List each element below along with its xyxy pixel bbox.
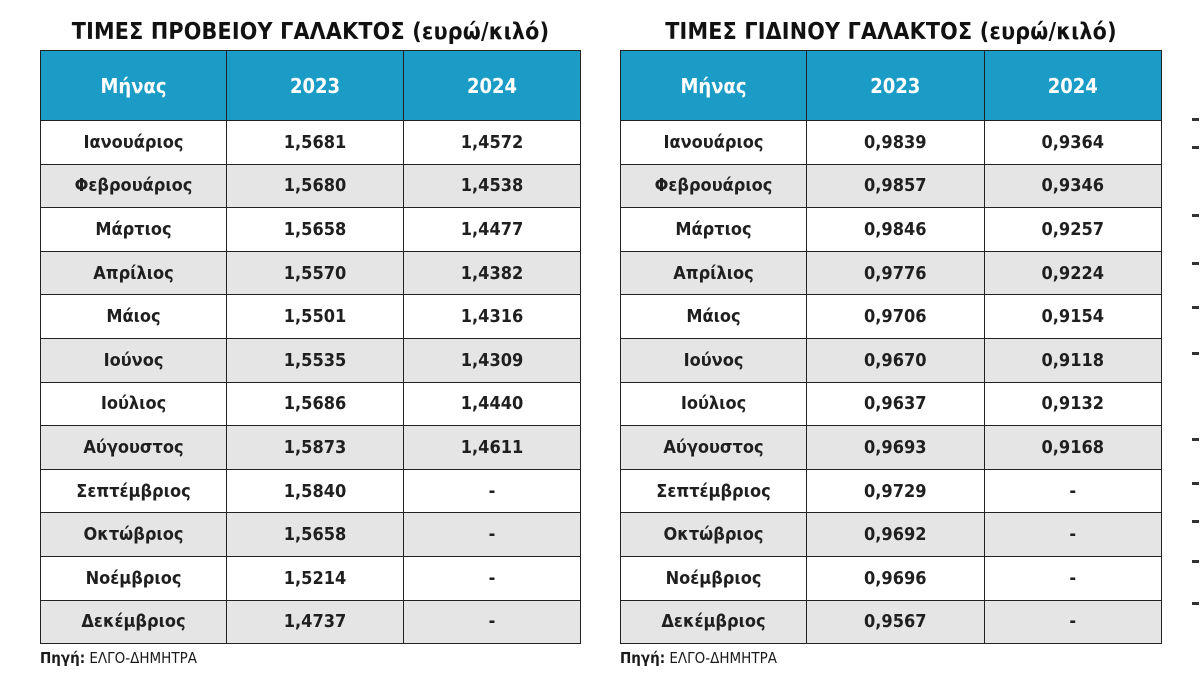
cell-2024: 1,4309: [404, 338, 581, 382]
source-note: [40, 648, 581, 668]
cell-2023: 1,5570: [227, 251, 404, 295]
cell-2023: 0,9729: [807, 469, 985, 513]
goat-milk-prices-block: [620, 0, 1162, 668]
cell-month: Νοέμβριος: [41, 556, 227, 600]
cell-month: Οκτώβριος: [621, 513, 807, 557]
cell-month: Φεβρουάριος: [41, 164, 227, 208]
cell-month: Ιανουάριος: [41, 121, 227, 165]
table-row: [621, 208, 1162, 252]
cell-2024: 0,9132: [984, 382, 1162, 426]
table-row: [41, 556, 581, 600]
cell-2024: 0,9257: [984, 208, 1162, 252]
cell-2024: 0,9364: [984, 121, 1162, 165]
table-row: [41, 251, 581, 295]
cell-month: Ιούνος: [621, 338, 807, 382]
cell-2023: 1,5535: [227, 338, 404, 382]
cell-month: Ιούνος: [41, 338, 227, 382]
table-row: [41, 121, 581, 165]
cell-2024: 1,4477: [404, 208, 581, 252]
cell-2023: 0,9846: [807, 208, 985, 252]
sheep-milk-table-title: ΤΙΜΕΣ ΠΡΟΒΕΙΟΥ ΓΑΛΑΚΤΟΣ (ευρώ/κιλό): [71, 19, 550, 45]
cell-month: Φεβρουάριος: [621, 164, 807, 208]
cell-2023: 1,4737: [227, 600, 404, 644]
sheep-milk-prices-table: [40, 50, 581, 644]
cell-month: Σεπτέμβριος: [621, 469, 807, 513]
cell-month: Σεπτέμβριος: [41, 469, 227, 513]
cell-2024: -: [404, 600, 581, 644]
cell-2023: 0,9776: [807, 251, 985, 295]
cell-2023: 1,5501: [227, 295, 404, 339]
cell-month: Δεκέμβριος: [621, 600, 807, 644]
source-value: ΕΛΓΟ-ΔΗΜΗΤΡΑ: [85, 649, 197, 668]
source-note: [620, 648, 1162, 668]
cell-2024: 1,4382: [404, 251, 581, 295]
cell-month: Μάρτιος: [621, 208, 807, 252]
table-row: [621, 338, 1162, 382]
cell-2023: 1,5214: [227, 556, 404, 600]
cell-month: Απρίλιος: [41, 251, 227, 295]
header-2024: 2024: [984, 51, 1162, 121]
source-label: Πηγή:: [620, 649, 666, 668]
cell-2023: 0,9692: [807, 513, 985, 557]
cell-2024: -: [404, 556, 581, 600]
cell-2023: 0,9637: [807, 382, 985, 426]
header-2023: 2023: [227, 51, 404, 121]
cell-2023: 0,9567: [807, 600, 985, 644]
table-row: [621, 600, 1162, 644]
table-row: [41, 164, 581, 208]
cell-2024: 1,4611: [404, 426, 581, 470]
sheep-milk-table-body: [41, 121, 581, 644]
cell-2023: 1,5686: [227, 382, 404, 426]
table-header-row: [41, 51, 581, 121]
cell-2024: 1,4316: [404, 295, 581, 339]
header-month: Μήνας: [41, 51, 227, 121]
cell-month: Μάιος: [621, 295, 807, 339]
table-row: [41, 513, 581, 557]
table-row: [41, 382, 581, 426]
cell-month: Αύγουστος: [41, 426, 227, 470]
cell-2024: -: [984, 600, 1162, 644]
cell-2024: 0,9118: [984, 338, 1162, 382]
cell-2023: 0,9670: [807, 338, 985, 382]
table-row: [41, 469, 581, 513]
cell-month: Ιούλιος: [41, 382, 227, 426]
cell-2024: 0,9154: [984, 295, 1162, 339]
cell-2024: 1,4538: [404, 164, 581, 208]
table-row: [621, 295, 1162, 339]
cell-2023: 1,5873: [227, 426, 404, 470]
cell-2024: 0,9168: [984, 426, 1162, 470]
cell-month: Αύγουστος: [621, 426, 807, 470]
cell-2024: -: [404, 513, 581, 557]
header-month: Μήνας: [621, 51, 807, 121]
cell-month: Απρίλιος: [621, 251, 807, 295]
table-row: [621, 513, 1162, 557]
table-row: [41, 208, 581, 252]
cell-2023: 0,9696: [807, 556, 985, 600]
source-label: Πηγή:: [40, 649, 86, 668]
table-row: [621, 469, 1162, 513]
table-row: [41, 338, 581, 382]
header-2024: 2024: [404, 51, 581, 121]
table-row: [621, 556, 1162, 600]
clipped-edge-fragments: [1192, 0, 1200, 687]
cell-2023: 1,5680: [227, 164, 404, 208]
cell-2024: -: [984, 556, 1162, 600]
table-row: [621, 251, 1162, 295]
cell-2024: -: [984, 513, 1162, 557]
table-header-row: [621, 51, 1162, 121]
cell-2023: 1,5658: [227, 513, 404, 557]
cell-month: Μάρτιος: [41, 208, 227, 252]
table-row: [621, 426, 1162, 470]
goat-milk-table-title: ΤΙΜΕΣ ΓΙΔΙΝΟΥ ΓΑΛΑΚΤΟΣ (ευρώ/κιλό): [665, 19, 1117, 45]
cell-month: Δεκέμβριος: [41, 600, 227, 644]
cell-month: Ιούλιος: [621, 382, 807, 426]
cell-month: Μάιος: [41, 295, 227, 339]
cell-2023: 0,9693: [807, 426, 985, 470]
cell-2024: -: [984, 469, 1162, 513]
table-row: [41, 600, 581, 644]
cell-2023: 1,5681: [227, 121, 404, 165]
header-2023: 2023: [807, 51, 985, 121]
cell-2024: -: [404, 469, 581, 513]
cell-2023: 1,5658: [227, 208, 404, 252]
sheep-milk-prices-block: [40, 0, 581, 668]
table-row: [41, 426, 581, 470]
goat-milk-prices-table: [620, 50, 1162, 644]
cell-2024: 0,9224: [984, 251, 1162, 295]
cell-month: Νοέμβριος: [621, 556, 807, 600]
table-row: [41, 295, 581, 339]
cell-2023: 0,9706: [807, 295, 985, 339]
table-row: [621, 382, 1162, 426]
source-value: ΕΛΓΟ-ΔΗΜΗΤΡΑ: [665, 649, 777, 668]
cell-2024: 1,4572: [404, 121, 581, 165]
cell-month: Οκτώβριος: [41, 513, 227, 557]
table-row: [621, 164, 1162, 208]
cell-2023: 0,9839: [807, 121, 985, 165]
table-row: [621, 121, 1162, 165]
goat-milk-table-body: [621, 121, 1162, 644]
cell-2024: 0,9346: [984, 164, 1162, 208]
cell-2023: 1,5840: [227, 469, 404, 513]
cell-month: Ιανουάριος: [621, 121, 807, 165]
cell-2023: 0,9857: [807, 164, 985, 208]
cell-2024: 1,4440: [404, 382, 581, 426]
